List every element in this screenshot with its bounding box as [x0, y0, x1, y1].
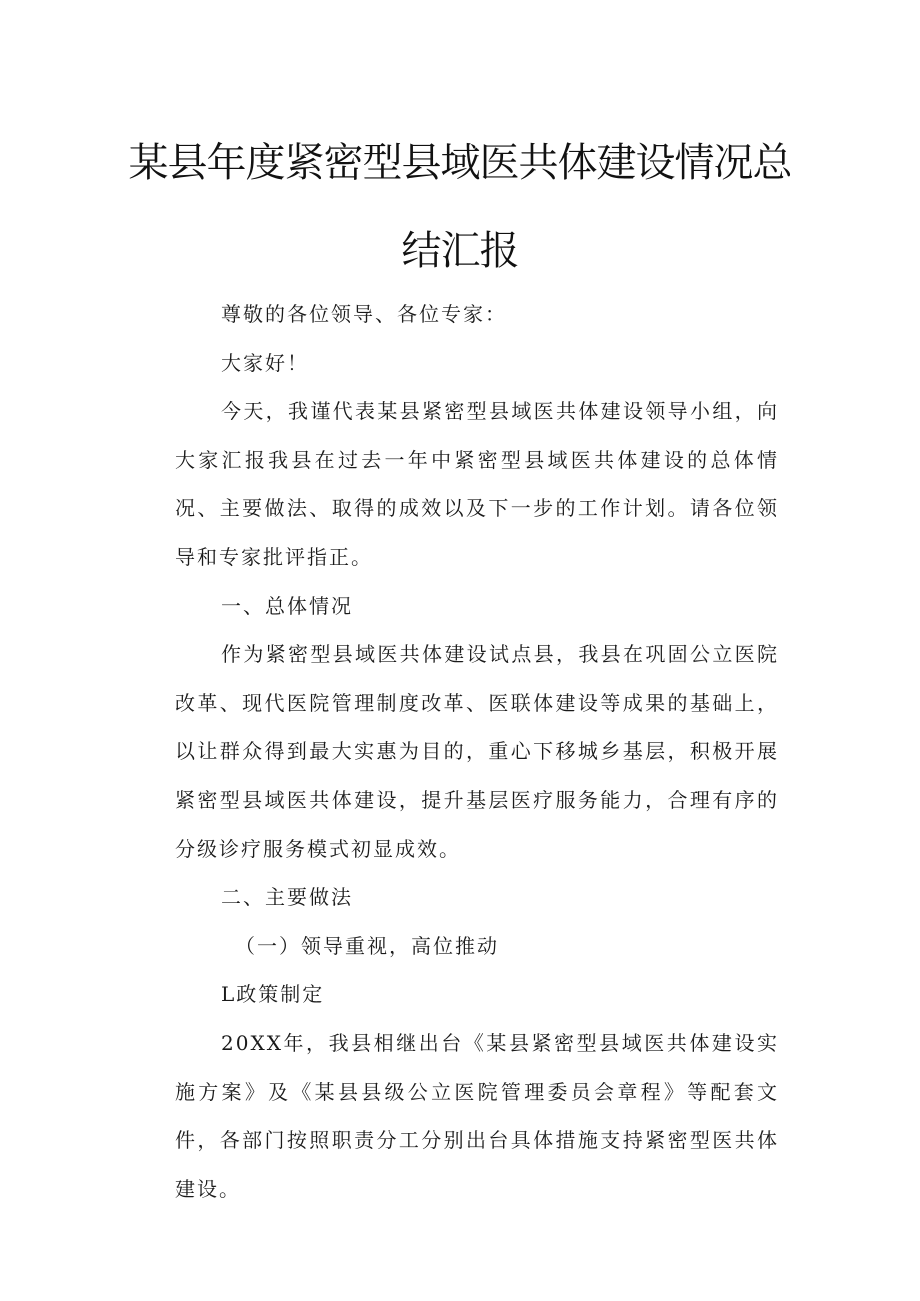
item-heading-policy: L政策制定 [221, 982, 325, 1007]
greeting: 大家好！ [221, 350, 309, 375]
document-title-line-1: 某县年度紧密型县域医共体建设情况总 [128, 140, 792, 186]
section-heading-overview: 一、总体情况 [221, 593, 353, 618]
intro-paragraph: 今天，我谨代表某县紧密型县域医共体建设领导小组，向大家汇报我县在过去一年中紧密型县域医共体建设的总体情况、主要做法、取得的成效以及下一步的工作计划。请各位领导和专家批评指正。 [175, 399, 779, 569]
policy-paragraph: 20XX年，我县相继出台《某县紧密型县域医共体建设实施方案》及《某县县级公立医院管理委员会章程》等配套文件，各部门按照职责分工分别出台具体措施支持紧密型医共体建设。 [175, 1030, 779, 1201]
subsection-heading-leadership: （一）领导重视，高位推动 [235, 933, 499, 958]
document-body [175, 290, 779, 1213]
section-heading-main-practices: 二、主要做法 [221, 885, 353, 910]
document-title-line-2: 结汇报 [401, 228, 519, 274]
salutation: 尊敬的各位领导、各位专家： [221, 302, 507, 326]
overview-paragraph: 作为紧密型县域医共体建设试点县，我县在巩固公立医院改革、现代医院管理制度改革、医联体建设等成果的基础上，以让群众得到最大实惠为目的，重心下移城乡基层，积极开展紧密型县域医共体建设，提升基层医疗服务能力，合理有序的分级诊疗服务模式初显成效。 [175, 642, 779, 861]
